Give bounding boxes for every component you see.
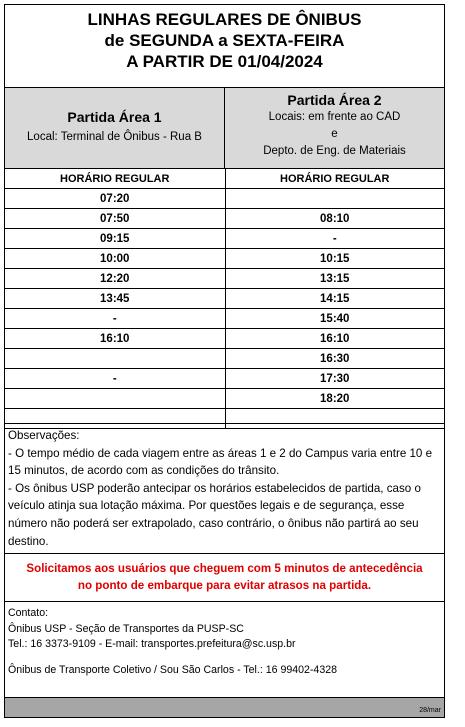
area-1-heading: Partida Área 1 bbox=[67, 109, 162, 125]
table-row bbox=[5, 389, 444, 409]
area-2-time: 16:10 bbox=[225, 329, 444, 349]
title-line-1: LINHAS REGULARES DE ÔNIBUS bbox=[87, 10, 362, 29]
table-row bbox=[5, 249, 444, 269]
area-1-time: 13:45 bbox=[5, 289, 225, 309]
contact-line: Ônibus USP - Seção de Transportes da PUSP-SC bbox=[8, 622, 244, 635]
table-row bbox=[5, 369, 444, 389]
area-1-time bbox=[5, 389, 225, 409]
area-2-time: 13:15 bbox=[225, 269, 444, 289]
title-line-2: de SEGUNDA a SEXTA-FEIRA bbox=[104, 31, 345, 50]
area-2-time: 14:15 bbox=[225, 289, 444, 309]
contact-line: Ônibus de Transporte Coletivo / Sou São Carlos - Tel.: 16 99402-4328 bbox=[8, 663, 337, 676]
area-2-time: 08:10 bbox=[225, 209, 444, 229]
table-row bbox=[5, 309, 444, 329]
observation-item: - Os ônibus USP poderão antecipar os horários estabelecidos de partida, caso o veículo atinja sua lotação máxima. Por questões legais e de segurança, esse número não poderá ser extrapolado, caso contrário, o ônibus não partirá ao seu destino. bbox=[8, 481, 421, 548]
footer-bar bbox=[5, 697, 444, 717]
area-2-time: 15:40 bbox=[225, 309, 444, 329]
observations-section bbox=[5, 423, 444, 553]
table-row bbox=[5, 269, 444, 289]
contact-heading: Contato: bbox=[8, 607, 49, 619]
schedule-sheet bbox=[4, 4, 445, 718]
contact-spacer bbox=[8, 653, 441, 663]
table-row bbox=[5, 329, 444, 349]
area-2-time: 10:15 bbox=[225, 249, 444, 269]
area-1-time bbox=[5, 349, 225, 369]
area-1-header bbox=[5, 87, 225, 169]
table-row bbox=[5, 229, 444, 249]
area-1-time: 07:20 bbox=[5, 189, 225, 209]
area-2-location-line-3: Depto. de Eng. de Materiais bbox=[263, 145, 406, 157]
area-1-time: 09:15 bbox=[5, 229, 225, 249]
arrival-warning bbox=[5, 553, 444, 601]
area-1-time: - bbox=[5, 309, 225, 329]
area-2-location-line-1: Locais: em frente ao CAD bbox=[268, 111, 401, 123]
contact-line: Tel.: 16 3373-9109 - E-mail: transportes.prefeitura@sc.usp.br bbox=[8, 638, 296, 650]
col-2-header: HORÁRIO REGULAR bbox=[225, 169, 444, 189]
area-1-time: 16:10 bbox=[5, 329, 225, 349]
observations-heading: Observações: bbox=[8, 429, 80, 442]
area-1-time: 07:50 bbox=[5, 209, 225, 229]
schedule-header-row bbox=[5, 169, 444, 189]
table-row bbox=[5, 209, 444, 229]
observation-item: - O tempo médio de cada viagem entre as áreas 1 e 2 do Campus varia entre 10 e 15 minutos, de acordo com as condições do trânsito. bbox=[8, 446, 433, 478]
table-row bbox=[5, 189, 444, 209]
area-2-time: 17:30 bbox=[225, 369, 444, 389]
page-title bbox=[5, 5, 444, 87]
area-1-location: Local: Terminal de Ônibus - Rua B bbox=[27, 131, 202, 143]
area-2-time: - bbox=[225, 229, 444, 249]
table-row bbox=[5, 349, 444, 369]
schedule-table bbox=[5, 169, 444, 429]
area-2-time: 18:20 bbox=[225, 389, 444, 409]
title-line-3: A PARTIR DE 01/04/2024 bbox=[126, 52, 323, 71]
area-1-time: 12:20 bbox=[5, 269, 225, 289]
warning-line-2: no ponto de embarque para evitar atrasos na partida. bbox=[77, 579, 372, 592]
footer-date: 28/mar bbox=[419, 707, 441, 714]
warning-line-1: Solicitamos aos usuários que cheguem com 5 minutos de antecedência bbox=[26, 562, 423, 575]
area-1-time: - bbox=[5, 369, 225, 389]
area-2-time: 16:30 bbox=[225, 349, 444, 369]
area-2-location-line-2: e bbox=[331, 128, 338, 140]
area-1-time: 10:00 bbox=[5, 249, 225, 269]
col-1-header: HORÁRIO REGULAR bbox=[5, 169, 225, 189]
contact-section bbox=[5, 601, 444, 697]
area-2-header bbox=[225, 87, 444, 169]
area-2-time bbox=[225, 189, 444, 209]
table-row bbox=[5, 289, 444, 309]
area-2-heading: Partida Área 2 bbox=[287, 92, 382, 108]
